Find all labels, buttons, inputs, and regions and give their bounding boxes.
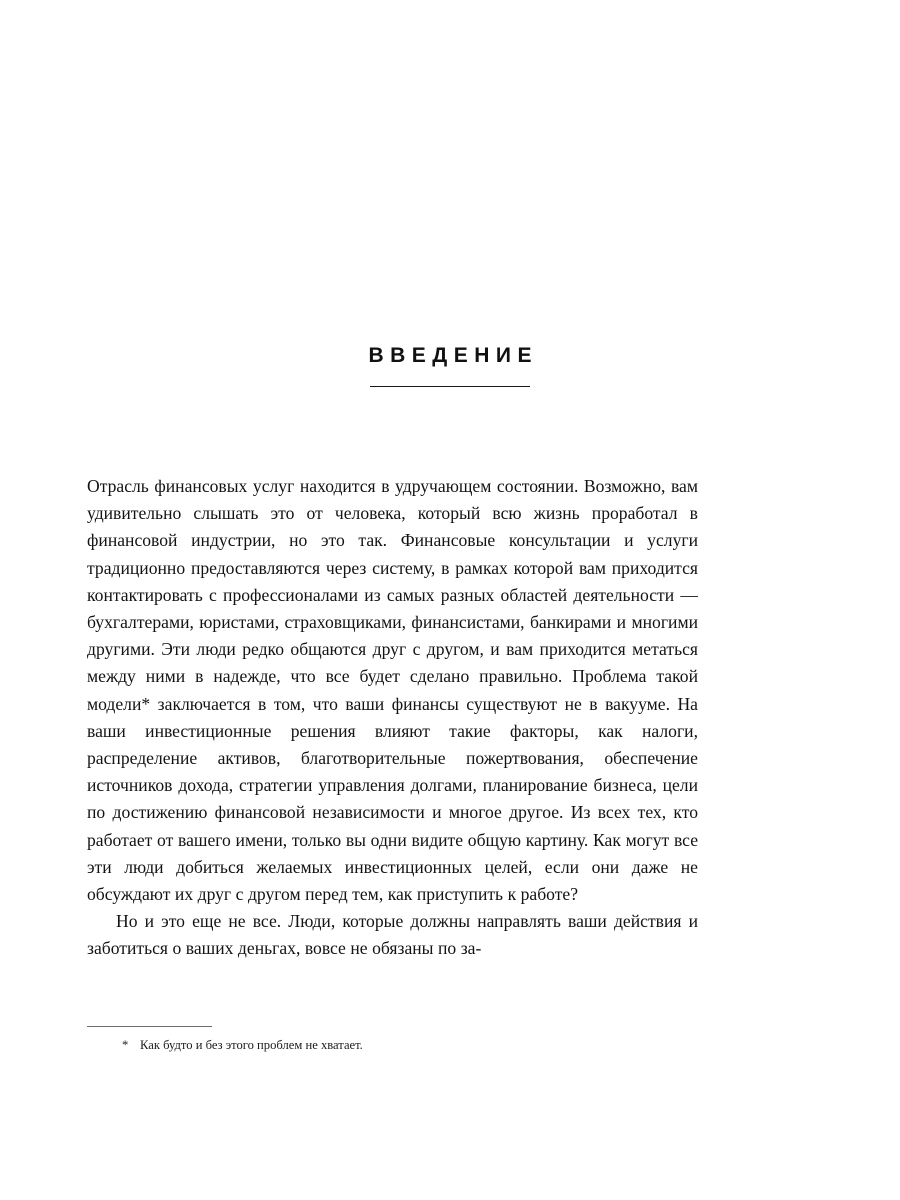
footnote-block bbox=[87, 1026, 698, 1053]
footnote-text: Как будто и без этого проблем не хватает. bbox=[140, 1038, 363, 1052]
paragraph-1-text-after-footnote: заключается в том, что ваши финансы существуют не в вакууме. На ваши инвестиционные решения влияют такие факторы, как налоги, распределение активов, благотворительные пожертвования, обеспечение источников дохода, стратегии управления долгами, планирование бизнеса, цели по достижению финансовой независимости и многое другое. Из всех тех, кто работает от вашего имени, только вы одни видите общую картину. Как могут все эти люди добиться желаемых инвестиционных целей, если они даже не обсуждают их друг с другом перед тем, как приступить к работе? bbox=[87, 693, 698, 905]
paragraph-1-text-before-footnote: Отрасль финансовых услуг находится в удручающем состоянии. Возможно, вам удивительно слышать это от человека, который всю жизнь проработал в финансовой индустрии, но это так. Финансовые консультации и услуги традиционно предоставляются через систему, в рамках которой вам приходится контактировать с профессионалами из самых разных областей деятельности — бухгалтерами, юристами, страховщиками, финансистами, банкирами и многими другими. Эти люди редко общаются друг с другом, и вам приходится метаться между ними в надежде, что все будет сделано правильно. Проблема такой модели bbox=[87, 476, 698, 714]
footnote-reference-marker: * bbox=[141, 693, 151, 714]
footnote-marker: * bbox=[122, 1038, 129, 1052]
paragraph-1 bbox=[87, 473, 698, 908]
footnote-line bbox=[87, 1037, 698, 1053]
page-title: ВВЕДЕНИЕ bbox=[368, 344, 539, 367]
paragraph-2: Но и это еще не все. Люди, которые должны направлять ваши действия и заботиться о ваших деньгах, вовсе не обязаны по за- bbox=[87, 911, 698, 959]
footnote-divider bbox=[87, 1026, 212, 1027]
chapter-heading-block bbox=[0, 344, 900, 387]
body-text-column bbox=[87, 473, 698, 963]
heading-divider bbox=[370, 386, 530, 387]
